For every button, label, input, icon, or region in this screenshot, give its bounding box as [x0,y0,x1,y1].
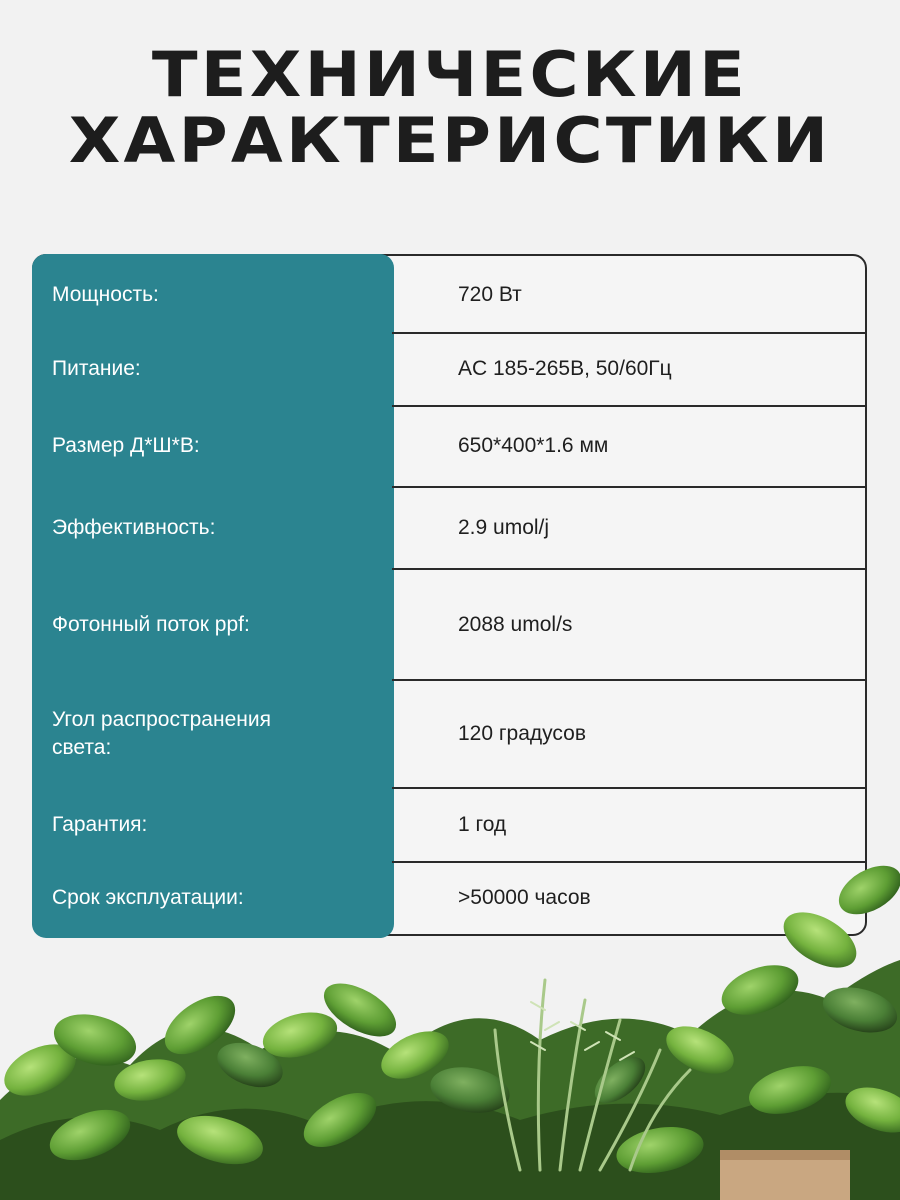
spec-value: 1 год [458,813,507,836]
spec-label: Фотонный поток ppf: [52,612,250,636]
spec-row-power [34,256,865,333]
spec-value: 650*400*1.6 мм [458,434,609,457]
spec-value: 2.9 umol/j [458,516,550,539]
spec-row-ppf [34,569,865,680]
spec-label: Эффективность: [52,516,216,539]
spec-label: Питание: [52,357,141,380]
spec-label: Гарантия: [52,813,148,836]
page-title [0,38,900,177]
spec-value: >50000 часов [458,886,591,909]
spec-value: AC 185-265В, 50/60Гц [458,357,672,380]
spec-label: Срок эксплуатации: [52,886,244,909]
spec-label: Угол распространения света: [52,708,271,759]
spec-value: 120 градусов [458,722,586,745]
spec-table [32,254,867,936]
spec-row-efficiency [34,487,865,569]
spec-value: 720 Вт [458,282,522,306]
spec-value: 2088 umol/s [458,612,573,636]
spec-row-supply [34,333,865,405]
plants-image [0,850,900,1200]
title-line-2: ХАРАКТЕРИСТИКИ [68,104,832,177]
spec-row-size [34,406,865,486]
spec-row-angle [34,680,865,788]
spec-label: Мощность: [52,282,159,306]
spec-label: Размер Д*Ш*В: [52,434,200,457]
title-line-1: ТЕХНИЧЕСКИЕ [151,38,749,111]
